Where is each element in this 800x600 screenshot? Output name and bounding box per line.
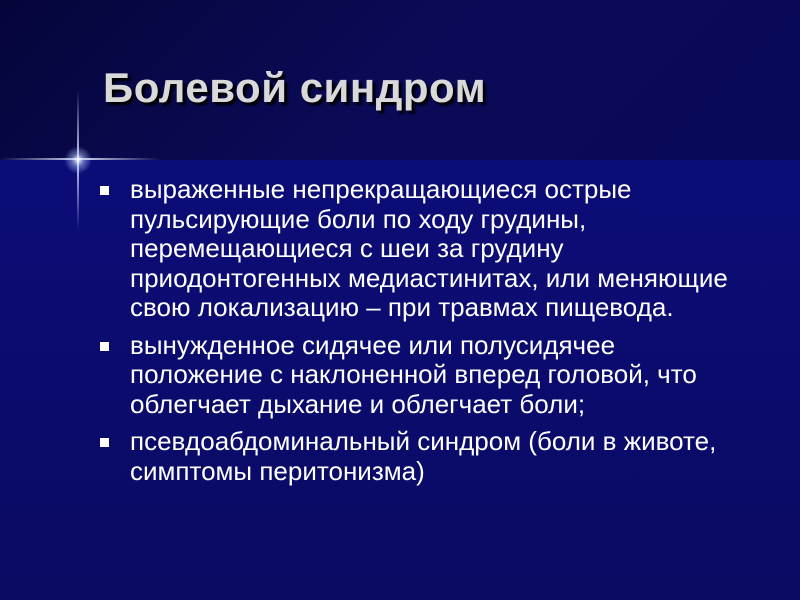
bullet-item	[100, 427, 750, 486]
bullet-item	[100, 331, 750, 420]
bullet-text: выраженные непрекращающиеся острые пульсирующие боли по ходу грудины, перемещающиеся с шеи за грудину приодонтогенных медиастинитах, или меняющие свою локализацию – при травмах пищевода.	[130, 174, 728, 322]
square-bullet-icon	[100, 438, 109, 447]
bullet-list	[100, 175, 750, 494]
sparkle-icon	[64, 146, 92, 174]
bullet-text: псевдоабдоминальный синдром (боли в животе, симптомы перитонизма)	[130, 426, 717, 486]
square-bullet-icon	[100, 186, 109, 195]
bullet-item	[100, 175, 750, 323]
bullet-text: вынужденное сидячее или полусидячее положение с наклоненной вперед головой, что облегчает дыхание и облегчает боли;	[130, 329, 697, 419]
square-bullet-icon	[100, 342, 109, 351]
slide-title: Болевой синдром	[103, 64, 487, 111]
